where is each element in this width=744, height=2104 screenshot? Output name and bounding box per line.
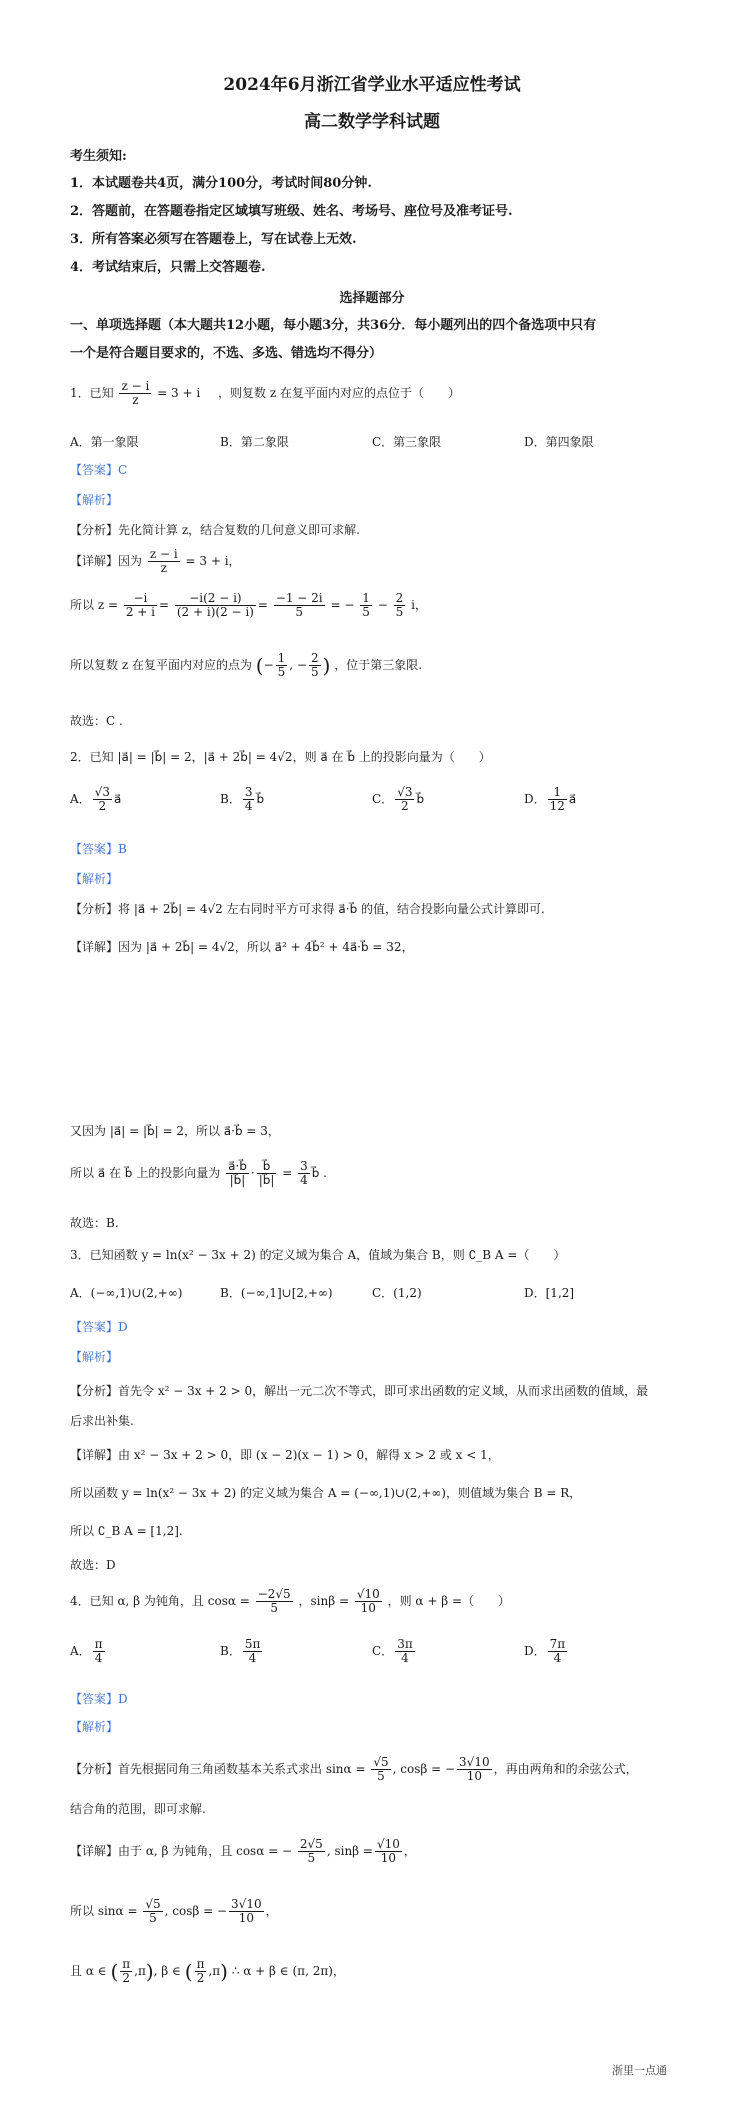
q4-line3-p1-tail: ,π [134,1964,146,1979]
q4-line3-p2-tail: ,π [208,1964,221,1979]
q4-analysis-frac1 [371,1756,390,1783]
page-title: 2024年6月浙江省学业水平适应性考试 [223,75,521,95]
q4-analysis-frac2 [457,1756,492,1783]
q4-detail-frac2 [375,1838,402,1865]
q1-detail [70,548,241,575]
q4-opt-c-frac [395,1638,415,1665]
q4-line2-mid: , cosβ = − [164,1904,228,1919]
q1-line3-p2-num: 2 [310,651,319,665]
q2-opt-c-frac [395,786,414,813]
q4-line2-suffix: ， [265,1904,278,1919]
q2-opt-c-label: C． [372,792,394,807]
q2-opt-c-num: √3 [397,785,413,799]
q4-opt-c-num: 3π [397,1637,413,1651]
q2-opt-d-label: D． [524,792,546,807]
q2-opt-a-den: 2 [98,799,107,814]
notice-item-3: 3．所有答案必须写在答题卷上，写在试卷上无效. [70,232,357,247]
notice-heading: 考生须知: [70,149,127,164]
q1-stem-fraction [119,380,151,407]
q1-line2-e-num: 2 [395,591,404,605]
q1-line2-frac-d [360,592,372,619]
q4-line3-open1: ( [110,1959,119,1984]
q4-opt-b-den: 4 [248,1651,257,1666]
q4-line3-open2: ( [184,1959,193,1984]
q2-analysis-tag: 【解析】 [70,872,119,886]
q4-analysis-line2: 结合角的范围，即可求解. [70,1802,206,1816]
q4-opt-b-frac [243,1638,263,1665]
q1-answer: 【答案】C [70,463,128,477]
q2-opt-c-var: b⃗ [416,792,425,807]
q4-option-a [70,1638,107,1665]
q1-analysis-tag: 【解析】 [70,493,119,507]
q2-answer: 【答案】B [70,842,127,856]
q1-line2-b-den: (2 + i)(2 − i) [176,605,254,620]
q1-stem-prefix: 1．已知 [70,386,114,401]
q4-line3 [70,1958,345,1985]
q2-line3-frac1 [226,1160,249,1187]
q4-analysis [70,1756,638,1783]
q2-choose: 故选：B. [70,1216,119,1230]
q2-opt-b-num: 3 [244,785,253,799]
q2-analysis: 【分析】将 |a⃗ + 2b⃗| = 4√2 左右同时平方可求得 a⃗·b⃗ 的值，结合投影向量公式计算即可. [70,902,545,916]
q2-line3-frac3 [298,1160,310,1187]
q1-line2-a-num: −i [124,592,157,606]
q1-stem-suffix: ，则复数 z 在复平面内对应的点位于（ ） [218,386,460,401]
q4-opt-a-den: 4 [94,1651,103,1666]
q4-detail-f1-num: 2√5 [299,1837,323,1851]
q2-line3-f1-den: |b⃗| [229,1173,246,1188]
q2-line3-f1-num: a⃗·b⃗ [228,1159,247,1173]
q4-line3-close1: ) [145,1959,154,1984]
q1-line2-tail: i， [411,598,427,613]
q2-detail: 【详解】因为 |a⃗ + 2b⃗| = 4√2，所以 a⃗² + 4b⃗² + 4a⃗·b⃗ = 32， [70,940,414,954]
q2-stem: 2．已知 |a⃗| = |b⃗| = 2，|a⃗ + 2b⃗| = 4√2，则 a⃗ 在 b⃗ 上的投影向量为（ ） [70,750,491,764]
q4-opt-c-label: C． [372,1644,394,1659]
q1-option-b: B．第二象限 [220,435,289,449]
q4-line2-frac2 [229,1898,264,1925]
q4-stem-frac2 [355,1588,382,1615]
q1-line2-frac-a [124,592,157,619]
q4-detail-mid: , sinβ = [326,1844,373,1859]
q2-line3 [70,1160,327,1187]
q4-opt-d-den: 4 [553,1651,562,1666]
q3-choose: 故选：D [70,1558,116,1572]
q2-line3-eq: = [282,1166,293,1181]
q4-opt-a-label: A． [70,1644,91,1659]
q1-line2-d-num: 1 [362,591,370,605]
q3-analysis-tag: 【解析】 [70,1350,119,1364]
q1-stem [70,380,460,407]
q4-line2-f1-num: √5 [145,1897,161,1911]
q2-opt-d-frac [548,786,567,813]
q4-line2-frac1 [143,1898,162,1925]
q1-detail-num: z − i [149,547,178,561]
q1-line3-p1-den: 5 [277,665,286,680]
q4-analysis-prefix: 【分析】首先根据同角三角函数基本关系式求出 sinα = [70,1762,366,1777]
q2-opt-a-label: A． [70,792,91,807]
q1-analysis: 【分析】先化简计算 z，结合复数的几何意义即可求解. [70,523,360,537]
q1-line3-frac1 [276,652,288,679]
q1-line2-d-den: 5 [362,605,370,620]
q3-line2: 所以函数 y = ln(x² − 3x + 2) 的定义域为集合 A = (−∞,1)∪(2,+∞)，则值域为集合 B = R， [70,1486,582,1500]
q1-option-a: A．第一象限 [70,435,139,449]
q2-option-a [70,786,121,813]
q1-line2: 所以 z = $\frac{-i}{2 + i}$ = $\frac{-i(2 - i)}{(2 + i)(2 - i)}$ = $\frac{-1 - 2i}{5}$ = − $\frac{1}{5}$ − $\frac{2}{5}$ i， [70,591,427,620]
q3-answer: 【答案】D [70,1320,128,1334]
q4-line3-prefix: 且 α ∈ [70,1964,107,1979]
q4-line3-frac1 [120,1958,132,1985]
q1-detail-prefix: 【详解】因为 [70,554,143,569]
q3-detail: 【详解】由 x² − 3x + 2 > 0，即 (x − 2)(x − 1) > 0，解得 x > 2 或 x < 1， [70,1448,500,1462]
q1-line2-frac-c [274,592,325,619]
q1-line2-frac-b [175,592,256,619]
q2-line2: 又因为 |a⃗| = |b⃗| = 2，所以 a⃗·b⃗ = 3， [70,1124,280,1138]
q1-line2-prefix: 所以 z = [70,598,119,613]
footer-brand: 浙里一点通 [612,2064,667,2077]
q4-line2-f2-den: 10 [238,1911,254,1926]
q1-line3-close-paren: ) [322,653,331,678]
notice-item-2: 2．答题前，在答题卷指定区域填写班级、姓名、考场号、座位号及准考证号. [70,204,513,219]
q2-line3-f3-den: 4 [300,1173,308,1188]
q1-line2-c-den: 5 [295,605,304,620]
q1-line3-prefix: 所以复数 z 在复平面内对应的点为 [70,658,252,673]
q4-detail-f2-den: 10 [380,1851,397,1866]
q2-line3-prefix: 所以 a⃗ 在 b⃗ 上的投影向量为 [70,1166,221,1181]
q4-detail-prefix: 【详解】由于 α, β 为钝角，且 cosα = − [70,1844,293,1859]
notice-item-1: 1．本试题卷共4页，满分100分，考试时间80分钟. [70,176,372,191]
q2-opt-a-frac [93,786,112,813]
q4-analysis-f2-den: 10 [466,1769,482,1784]
q2-option-b [220,786,264,813]
q2-line3-dot: · [250,1166,255,1181]
q4-option-d [524,1638,569,1665]
q4-detail-frac1 [298,1838,325,1865]
section-title: 选择题部分 [339,291,405,306]
q4-line3-f2-den: 2 [196,1971,205,1986]
q4-stem-frac1 [256,1588,293,1615]
q4-analysis-mid: , cosβ = − [392,1762,456,1777]
q4-stem [70,1588,510,1615]
q4-line3-f1-num: π [122,1957,131,1971]
q4-stem-prefix: 4．已知 α, β 为钝角，且 cosα = [70,1594,250,1609]
q2-opt-a-var: a⃗ [113,792,122,807]
q4-opt-a-num: π [94,1637,103,1651]
q4-stem-f2-den: 10 [360,1601,376,1616]
q1-stem-den: z [132,393,139,408]
notice-item-4: 4．考试结束后，只需上交答题卷. [70,260,266,275]
q4-opt-d-frac [548,1638,568,1665]
q1-line3: 所以复数 z 在复平面内对应的点为 (− $\frac{1}{5}$ , − $\frac{2}{5}$ ) ，位于第三象限. [70,651,423,680]
q2-option-c [372,786,424,813]
q1-detail-rhs: = 3 + i， [185,554,241,569]
q4-stem-f1-num: −2√5 [257,1587,291,1601]
q3-option-c: C．(1,2) [372,1286,422,1300]
q1-line2-e-pre: − [377,598,388,613]
q1-line3-p1-num: 1 [277,651,286,665]
q2-opt-d-num: 1 [548,786,567,800]
q4-detail-suffix: ， [403,1844,416,1859]
q4-opt-a-frac [93,1638,105,1665]
q4-stem-f1-den: 5 [270,1601,278,1616]
q4-analysis-suffix: ，再由两角和的余弦公式， [493,1762,638,1777]
q4-line2-f1-den: 5 [149,1911,157,1926]
q4-analysis-f1-num: √5 [373,1755,389,1769]
q4-analysis-f2-num: 3√10 [459,1755,490,1769]
q3-stem: 3．已知函数 y = ln(x² − 3x + 2) 的定义域为集合 A，值域为集合 B，则 ∁_B A =（ ） [70,1248,566,1262]
q1-choose: 故选：C . [70,714,123,728]
q4-detail-f2-num: √10 [376,1837,400,1851]
q3-option-d: D．[1,2] [524,1286,575,1300]
q1-option-c: C．第三象限 [372,435,442,449]
q2-opt-b-label: B． [220,792,241,807]
q1-line3-open-paren: ( [255,653,264,678]
q1-line2-a-den: 2 + i [125,605,155,620]
q2-line3-frac2 [257,1160,277,1187]
q1-option-d: D．第四象限 [524,435,594,449]
q1-line2-c-num: −1 − 2i [275,591,323,605]
q3-option-b: B．(−∞,1]∪[2,+∞) [220,1286,333,1300]
q1-detail-den: z [160,561,167,576]
q4-line3-close2: ) [220,1959,228,1984]
q1-line3-suffix: ，位于第三象限. [334,658,423,673]
q1-stem-num: z − i [121,379,150,393]
q2-option-d [524,786,576,813]
q4-line3-f2-num: π [196,1957,205,1971]
q1-stem-rhs: = 3 + i [157,386,201,401]
q1-line3-frac2 [309,652,321,679]
q4-detail-f1-den: 5 [307,1851,316,1866]
q2-opt-a-num: √3 [94,785,110,799]
q4-opt-c-den: 4 [401,1651,409,1666]
q4-stem-f2-num: √10 [356,1587,380,1601]
q2-opt-d-den: 12 [549,799,565,814]
q2-opt-d-var: a⃗ [568,792,577,807]
q1-line2-e-den: 5 [395,605,404,620]
q2-opt-b-den: 4 [244,799,253,814]
q3-analysis-line1: 【分析】首先令 x² − 3x + 2 > 0，解出一元二次不等式，即可求出函数的定义域，从而求出函数的值域，最 [70,1384,649,1398]
q1-line2-b-num: −i(2 − i) [175,592,256,606]
section-instruction-line2: 一个是符合题目要求的，不选、多选、错选均不得分） [70,346,383,361]
q4-line3-mid: , β ∈ [153,1964,181,1979]
q3-option-a: A．(−∞,1)∪(2,+∞) [70,1286,183,1300]
q2-line3-f2-den: |b⃗| [258,1173,275,1188]
q4-line2 [70,1898,278,1925]
q4-opt-d-label: D． [524,1644,546,1659]
q1-line2-d-pre: = − [330,598,355,613]
q4-line2-f2-num: 3√10 [231,1897,262,1911]
q4-opt-b-num: 5π [244,1637,261,1651]
q1-line3-p2-den: 5 [310,665,319,680]
section-instruction-line1: 一、单项选择题（本大题共12小题，每小题3分，共36分．每小题列出的四个备选项中只有 [70,318,597,333]
q4-option-c [372,1638,417,1665]
q3-line3: 所以 ∁_B A = [1,2]. [70,1524,183,1538]
q4-line3-suffix: ∴ α + β ∈ (π, 2π)， [231,1964,345,1979]
q2-opt-c-den: 2 [401,799,409,814]
q4-opt-d-num: 7π [549,1637,566,1651]
q4-opt-b-label: B． [220,1644,241,1659]
q4-line3-frac2 [195,1958,207,1985]
q2-opt-b-var: b⃗ [256,792,265,807]
q4-stem-mid: ，sinβ = [298,1594,350,1609]
q4-answer: 【答案】D [70,1692,128,1706]
q4-option-b [220,1638,264,1665]
q2-line3-tail: b⃗ . [311,1166,327,1181]
q2-opt-b-frac [243,786,255,813]
q2-line3-f3-num: 3 [300,1159,308,1173]
q4-line3-f1-den: 2 [122,1971,131,1986]
q4-analysis-tag: 【解析】 [70,1720,119,1734]
q4-stem-suffix: ，则 α + β =（ ） [387,1594,511,1609]
q4-line2-prefix: 所以 sinα = [70,1904,138,1919]
q3-analysis-line2: 后求出补集. [70,1414,134,1428]
q1-line2-frac-e [394,592,406,619]
q2-line3-f2-num: b⃗ [257,1160,277,1174]
q4-analysis-f1-den: 5 [377,1769,385,1784]
q4-detail [70,1838,416,1865]
page-subtitle: 高二数学学科试题 [304,112,440,132]
q1-detail-fraction [148,548,180,575]
